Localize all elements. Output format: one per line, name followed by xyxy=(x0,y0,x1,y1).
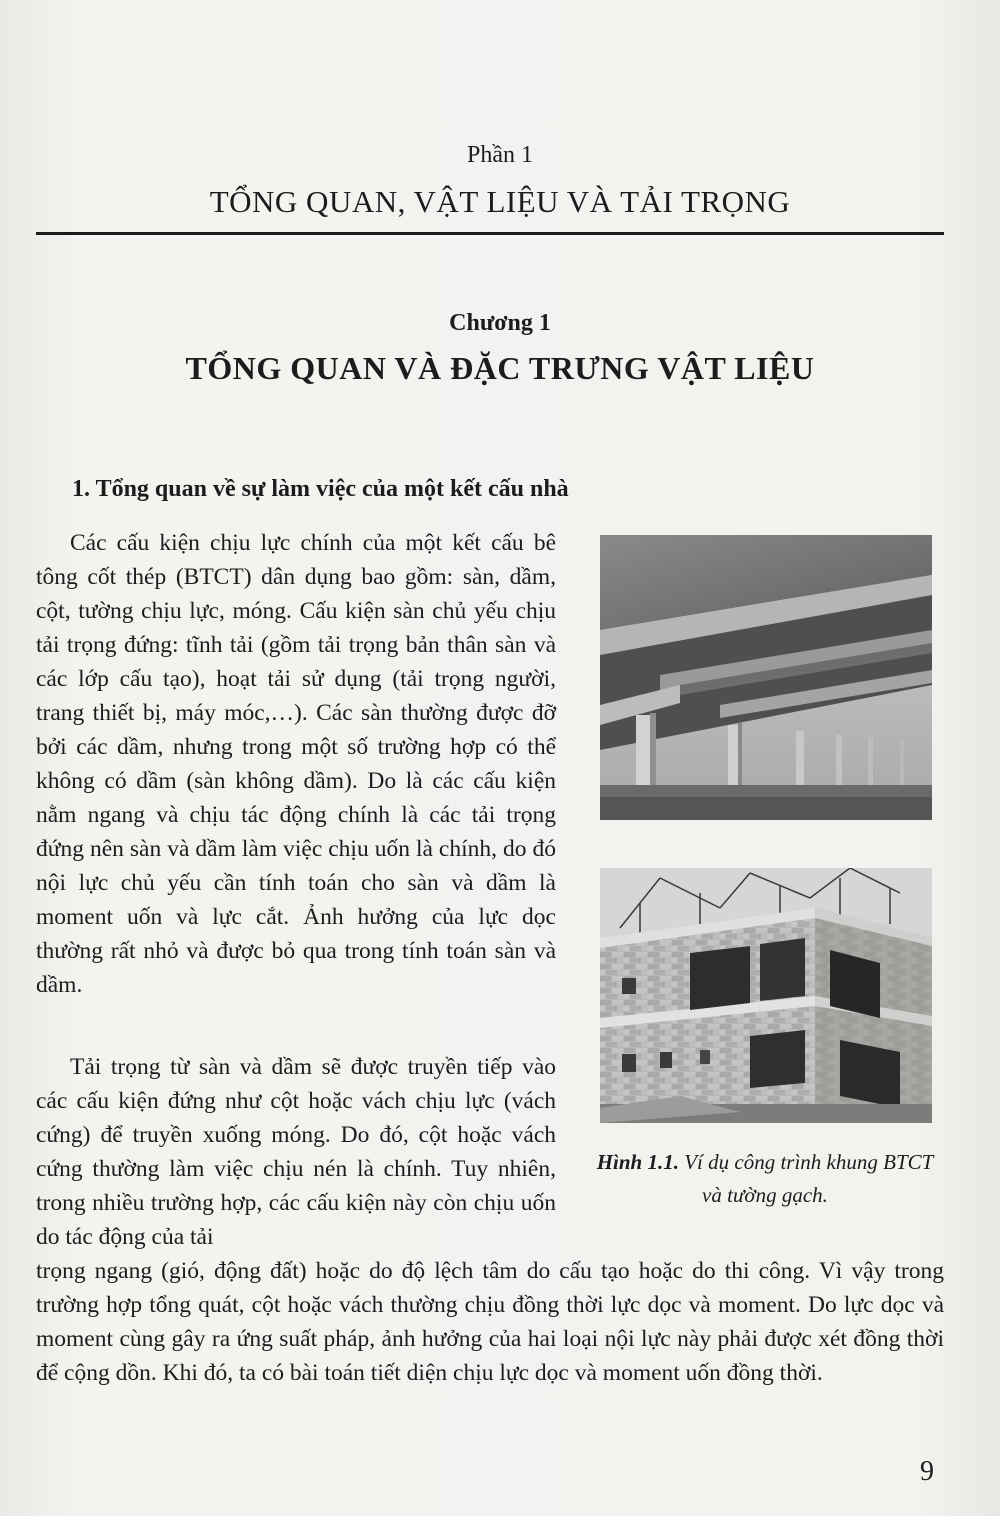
figure-caption-text: Ví dụ công trình khung BTCT và tường gạch. xyxy=(684,1150,934,1207)
figure-caption-label: Hình 1.1. xyxy=(596,1150,679,1174)
figure-caption xyxy=(590,1146,940,1212)
paragraph-2-column: Tải trọng từ sàn và dầm sẽ được truyền tiếp vào các cấu kiện đứng như cột hoặc vách chịu lực (vách cứng) để truyền xuống móng. Do đó, cột hoặc vách cứng thường làm việc chịu nén là chính. Tuy nhiên, trong nhiều trường hợp, các cấu kiện này còn chịu uốn do tác động của tải xyxy=(36,1054,556,1250)
paragraph-1: Các cấu kiện chịu lực chính của một kết cấu bê tông cốt thép (BTCT) dân dụng bao gồm: sàn, dầm, cột, tường chịu lực, móng. Cấu kiện sàn chủ yếu chịu tải trọng đứng: tĩnh tải (gồm tải trọng bản thân sàn và các lớp cấu tạo), hoạt tải sử dụng (tải trọng người, trang thiết bị, máy móc,…). Các sàn thường được đỡ bởi các dầm, nhưng trong một số trường hợp có thể không có dầm (sàn không dầm). Do là các cấu kiện nằm ngang và chịu tác động chính là các tải trọng đứng nên sàn và dầm làm việc chịu uốn là chính, do đó nội lực chủ yếu cần tính toán cho sàn và dầm là moment uốn và lực cắt. Ảnh hưởng của lực dọc thường rất nhỏ và được bỏ qua trong tính toán sàn và dầm. xyxy=(36,530,556,998)
chapter-title: TỔNG QUAN VÀ ĐẶC TRƯNG VẬT LIỆU xyxy=(185,350,815,386)
title-rule xyxy=(36,232,944,235)
part-label: Phần 1 xyxy=(467,142,533,168)
part-title: TỔNG QUAN, VẬT LIỆU VÀ TẢI TRỌNG xyxy=(209,184,791,219)
page-number: 9 xyxy=(920,1456,934,1487)
photo-rc-frame-underside xyxy=(600,535,932,820)
chapter-label: Chương 1 xyxy=(449,310,551,336)
section-heading: 1. Tổng quan về sự làm việc của một kết cấu nhà xyxy=(72,476,569,502)
photo-brick-infill-building xyxy=(600,868,932,1123)
paragraph-2-full: trọng ngang (gió, động đất) hoặc do độ lệch tâm do cấu tạo hoặc do thi công. Vì vậy trong trường hợp tổng quát, cột hoặc vách thường chịu đồng thời lực dọc và moment. Do lực dọc và moment cùng gây ra ứng suất pháp, ảnh hưởng của hai loại nội lực này phải được xét đồng thời để cộng dồn. Khi đó, ta có bài toán tiết diện chịu lực dọc và moment uốn đồng thời. xyxy=(36,1258,944,1386)
